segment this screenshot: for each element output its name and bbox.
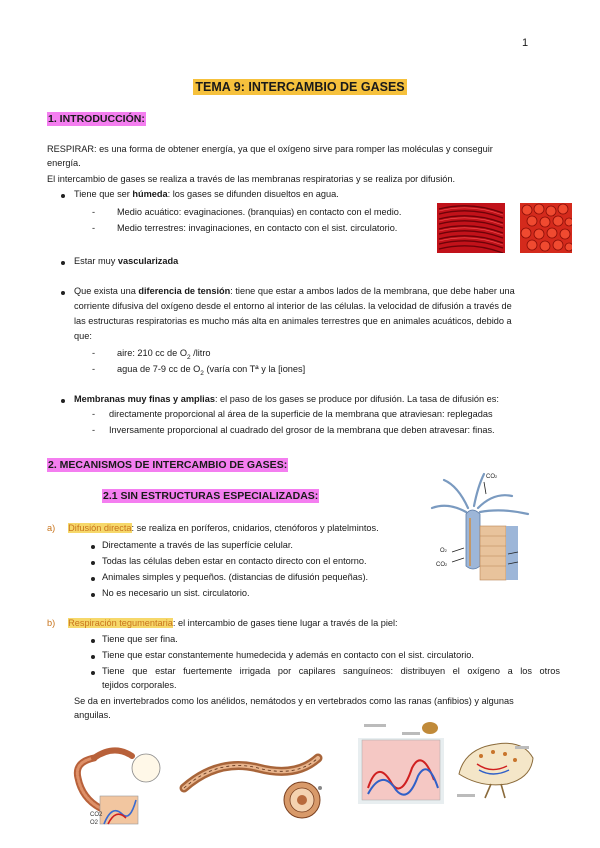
inversa-item: Inversamente proporcional al cuadrado del grosor de la membrana que deben atravesar: finas. (109, 425, 495, 435)
intercambio-paragraph: El intercambio de gases se realiza a través de las membranas respiratorias y se realiza por difusión. (47, 174, 456, 184)
a-list-item: No es necesario un sist. circulatorio. (102, 588, 250, 598)
b-para-line2: anguilas. (74, 710, 111, 720)
dash: - (92, 409, 96, 419)
o2-label: O (440, 548, 445, 554)
bullet-dot (61, 399, 65, 403)
gills-image (437, 203, 505, 253)
section2-heading: 2. MECANISMOS DE INTERCAMBIO DE GASES: (48, 459, 288, 471)
section1-heading: 1. INTRODUCCIÓN: (48, 113, 145, 125)
b-para-line1: Se da en invertebrados como los anélidos, nemátodos y en vertebrados como las ranas (anfibios) y algunas (74, 696, 514, 706)
respirar-line1: RESPIRAR: es una forma de obtener energía, ya que el oxígeno sirve para romper las moléculas y conseguir (47, 144, 493, 154)
item-b: b) Respiración tegumentaria: el intercambio de gases tiene lugar a través de la piel: (47, 618, 398, 628)
tension-line2: corriente difusiva del oxígeno desde el entorno al interior de las células. la velocidad de difusión a través de (74, 301, 512, 311)
bullet-dot (91, 545, 95, 549)
b-item3-cont: tejidos corporales. (102, 680, 177, 690)
bullet-dot (91, 655, 95, 659)
agua-item: agua de 7-9 cc de $O_2$ (varía con Tª y la [iones] (117, 364, 306, 377)
bullet-dot (61, 261, 65, 265)
dash: - (92, 364, 96, 374)
bullet-dot (91, 577, 95, 581)
terrestre-item: Medio terrestres: invaginaciones, en contacto con el sist. circulatorio. (117, 223, 398, 233)
worm-co2-label: CO2 (90, 812, 103, 818)
bullet-dot (61, 291, 65, 295)
dash: - (92, 207, 96, 217)
b-list-item: Tiene que estar fuertemente irrigada por capilares sanguíneos: distribuyen el oxígeno a los otros (102, 666, 560, 676)
earthworm-image (64, 738, 164, 828)
respirar-line2: energía. (47, 158, 81, 168)
bullet-dot (91, 561, 95, 565)
co2-label-2: CO (436, 562, 445, 568)
directa-item: directamente proporcional al área de la superficie de la membrana que atraviesan: replegadas (109, 409, 493, 419)
bullet-dot (91, 671, 95, 675)
bullet-dot (61, 194, 65, 198)
tension-line1: Que exista una diferencia de tensión: tiene que estar a ambos lados de la membrana, que debe haber una (74, 286, 515, 296)
bullet-dot (91, 639, 95, 643)
b-list-item: Tiene que estar constantemente humedecida y además en contacto con el sist. circulatorio. (102, 650, 474, 660)
frog-anatomy-image (451, 718, 537, 804)
vascularizada-item: Estar muy vascularizada (74, 256, 179, 266)
page-title: TEMA 9: INTERCAMBIO DE GASES (195, 80, 405, 94)
svg-text:CO2: CO2 (436, 562, 448, 568)
humeda-item: Tiene que ser húmeda: los gases se difunden disueltos en agua. (74, 189, 339, 199)
page-number: 1 (522, 37, 529, 49)
frog-skin-image (358, 718, 444, 804)
dash: - (92, 223, 96, 233)
hydra-diagram (428, 466, 538, 586)
finas-item: Membranas muy finas y amplias: el paso de los gases se produce por difusión. La tasa de difusión es: (74, 394, 499, 404)
bullet-dot (91, 593, 95, 597)
tension-line4: que: (74, 331, 92, 341)
acuatico-item: Medio acuático: evaginaciones. (branquias) en contacto con el medio. (117, 207, 402, 217)
item-a: a) Difusión directa: se realiza en poríferos, cnidarios, ctenóforos y platelmintos. (47, 523, 379, 533)
worm-o2-label: O2 (90, 820, 99, 826)
tension-line3: las estructuras respiratorias es mucho más alta en animales terrestres que en animales acuáticos, debido a (74, 316, 512, 326)
a-list-item: Todas las células deben estar en contacto directo con el entorno. (102, 556, 367, 566)
svg-text:O2: O2 (440, 548, 447, 554)
dash: - (92, 348, 96, 358)
aire-item: aire: 210 cc de $O_2$ /litro (117, 348, 211, 361)
b-list-item: Tiene que ser fina. (102, 634, 178, 644)
nematode-image (178, 738, 326, 828)
co2-label: CO (486, 474, 495, 480)
dash: - (92, 425, 96, 435)
section21-heading: 2.1 SIN ESTRUCTURAS ESPECIALIZADAS: (103, 490, 319, 502)
a-list-item: Directamente a través de las superfície celular. (102, 540, 293, 550)
svg-text:CO2: CO2 (486, 474, 498, 480)
a-list-item: Animales simples y pequeños. (distancias de difusión pequeñas). (102, 572, 369, 582)
alveoli-image (520, 203, 572, 253)
